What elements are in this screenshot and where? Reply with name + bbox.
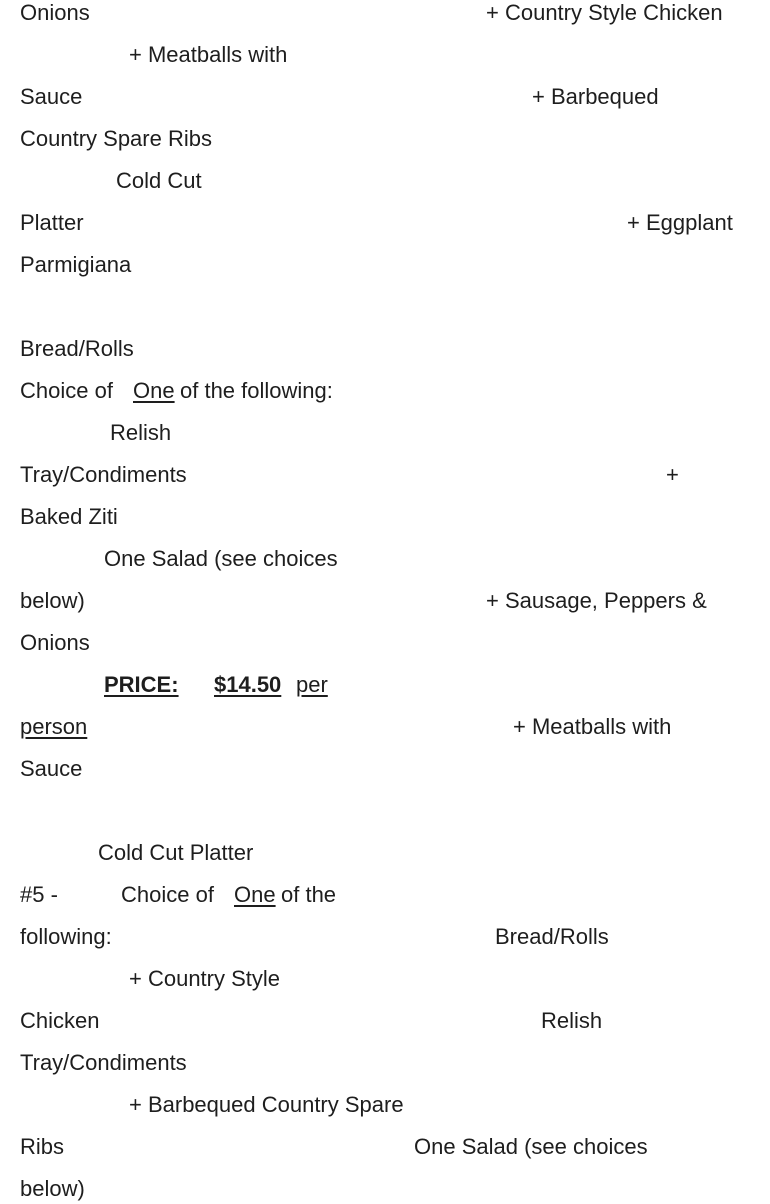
text-line: Onions: [20, 0, 90, 25]
price-unit: person: [20, 714, 88, 739]
text-line: Chicken: [20, 1008, 100, 1033]
text-line: + Barbequed: [532, 84, 659, 109]
text-line: Platter: [20, 210, 84, 235]
text-line: of the: [281, 882, 337, 907]
price-unit: per: [296, 672, 328, 697]
text-line: Sauce: [20, 756, 83, 781]
text-line: Choice of: [121, 882, 214, 907]
emphasis-text: One: [234, 882, 276, 907]
text-line: + Meatballs with: [129, 42, 288, 67]
text-line: Bread/Rolls: [495, 924, 609, 949]
price-label: PRICE:: [104, 672, 179, 697]
text-line: One Salad (see choices: [104, 546, 338, 571]
text-line: Bread/Rolls: [20, 336, 134, 361]
text-line: + Eggplant: [627, 210, 733, 235]
text-line: Baked Ziti: [20, 504, 118, 529]
text-line: Relish: [110, 420, 172, 445]
text-line: Parmigiana: [20, 252, 132, 277]
text-line: of the following:: [180, 378, 333, 403]
text-line: One Salad (see choices: [414, 1134, 648, 1159]
text-line: Country Spare Ribs: [20, 126, 212, 151]
text-line: Cold Cut Platter: [98, 840, 254, 865]
text-line: below): [20, 1176, 85, 1201]
text-line: Onions: [20, 630, 90, 655]
text-line: Tray/Condiments: [20, 1050, 187, 1075]
menu-item-number: #5 -: [20, 882, 58, 907]
emphasis-text: One: [133, 378, 175, 403]
text-line: Ribs: [20, 1134, 65, 1159]
text-line: + Country Style: [129, 966, 281, 991]
text-line: + Country Style Chicken: [486, 0, 723, 25]
text-line: + Meatballs with: [513, 714, 672, 739]
text-line: Choice of: [20, 378, 113, 403]
text-line: + Sausage, Peppers &: [486, 588, 707, 613]
text-line: Tray/Condiments: [20, 462, 187, 487]
text-line: following:: [20, 924, 112, 949]
text-line: below): [20, 588, 85, 613]
price-value: $14.50: [214, 672, 282, 697]
text-line: + Barbequed Country Spare: [129, 1092, 404, 1117]
text-line: Relish: [541, 1008, 603, 1033]
text-line: Sauce: [20, 84, 83, 109]
text-line: +: [666, 462, 679, 487]
text-line: Cold Cut: [116, 168, 202, 193]
